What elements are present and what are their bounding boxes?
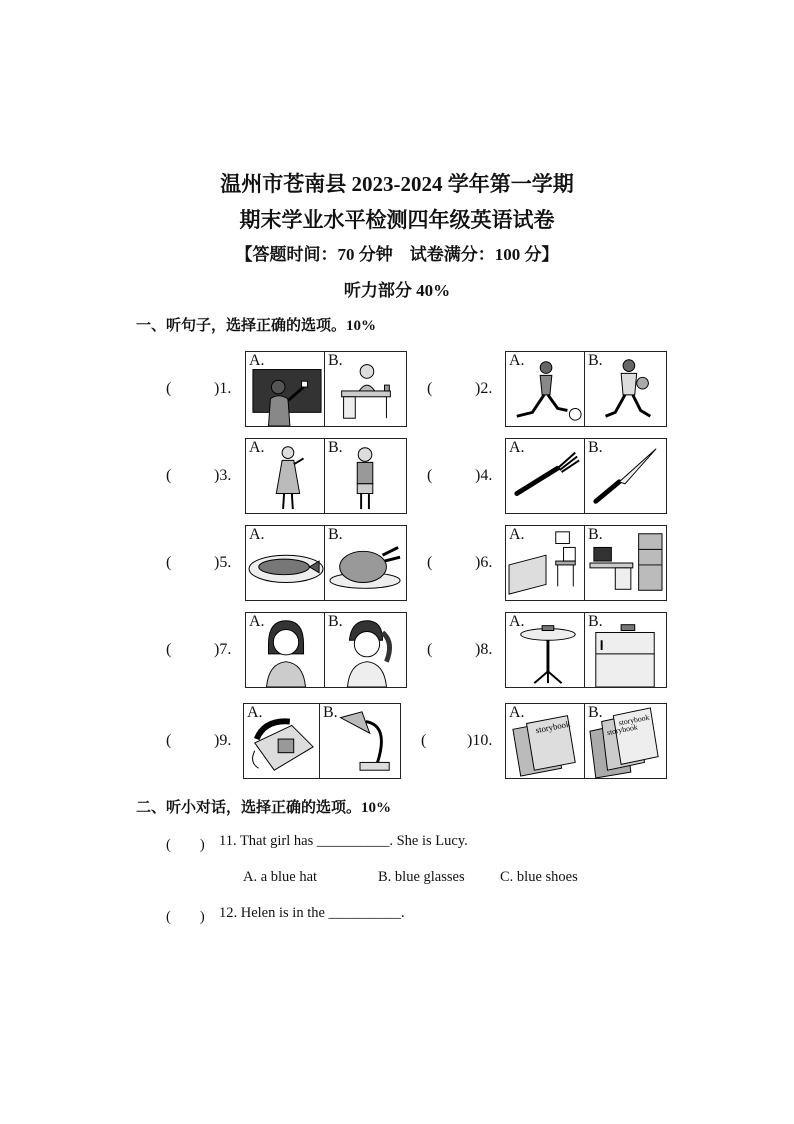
option-label: B. <box>588 439 603 456</box>
boy-playing-basketball-icon <box>585 352 666 426</box>
q12-answer-paren[interactable]: ( ) <box>166 909 205 925</box>
option-label: B. <box>323 704 338 721</box>
answer-paren[interactable]: ( <box>166 380 172 397</box>
option-label: A. <box>247 704 263 721</box>
option-label: A. <box>249 526 265 543</box>
study-room-icon <box>585 526 666 600</box>
option-a-picture[interactable] <box>506 704 587 778</box>
option-label: B. <box>588 613 603 630</box>
girl-in-dress-icon <box>246 439 327 513</box>
storybooks-icon <box>506 704 587 778</box>
answer-paren[interactable]: ( <box>421 732 427 749</box>
telephone-icon <box>244 704 322 778</box>
option-b-picture[interactable] <box>319 704 400 778</box>
option-b-picture[interactable] <box>584 352 666 426</box>
option-label: A. <box>509 704 525 721</box>
option-b-picture[interactable] <box>324 439 406 513</box>
girl-at-desk-icon <box>325 352 406 426</box>
option-label: B. <box>328 613 343 630</box>
option-a-picture[interactable] <box>246 526 327 600</box>
question-number: )8. <box>475 641 493 658</box>
q11-text: 11. That girl has __________. She is Lucy. <box>219 833 468 849</box>
q12-text: 12. Helen is in the __________. <box>219 905 405 921</box>
option-b-picture[interactable] <box>584 613 666 687</box>
option-label: B. <box>328 439 343 456</box>
exam-time-score: 【答题时间：70 分钟 试卷满分：100 分】 <box>235 245 559 264</box>
q11-answer-paren[interactable]: ( ) <box>166 837 205 853</box>
option-b-picture[interactable] <box>584 526 666 600</box>
storybook-label: storybook <box>534 718 572 736</box>
question-number: )6. <box>475 554 493 571</box>
question-number: )2. <box>475 380 493 397</box>
knife-icon <box>585 439 666 513</box>
option-label: B. <box>588 526 603 543</box>
answer-paren[interactable]: ( <box>166 467 172 484</box>
option-a-picture[interactable] <box>244 704 322 778</box>
section1-title: 一、听句子，选择正确的选项。10% <box>136 318 377 334</box>
question-number: )5. <box>214 554 232 571</box>
question-4-pictures <box>505 438 667 514</box>
option-label: A. <box>249 352 265 369</box>
option-label: A. <box>249 439 265 456</box>
question-number: )3. <box>214 467 232 484</box>
q11-option-b[interactable]: B. blue glasses <box>378 869 465 885</box>
option-b-picture[interactable] <box>584 439 666 513</box>
answer-paren[interactable]: ( <box>166 554 172 571</box>
option-b-picture[interactable] <box>324 526 406 600</box>
question-number: )1. <box>214 380 232 397</box>
question-1-pictures <box>245 351 407 427</box>
answer-paren[interactable]: ( <box>427 554 433 571</box>
answer-paren[interactable]: ( <box>166 732 172 749</box>
option-a-picture[interactable] <box>506 439 587 513</box>
answer-paren[interactable]: ( <box>166 641 172 658</box>
question-9-pictures <box>243 703 401 779</box>
roast-chicken-icon <box>325 526 406 600</box>
teacher-at-blackboard-icon <box>246 352 327 426</box>
fridge-icon <box>585 613 666 687</box>
section2-title: 二、听小对话，选择正确的选项。10% <box>136 800 392 816</box>
q11-option-a[interactable]: A. a blue hat <box>243 869 318 885</box>
question-number: )4. <box>475 467 493 484</box>
option-label: B. <box>328 352 343 369</box>
option-label: B. <box>588 704 603 721</box>
option-label: A. <box>509 352 525 369</box>
question-8-pictures <box>505 612 667 688</box>
girl-ponytail-icon <box>325 613 406 687</box>
table-icon <box>506 613 587 687</box>
option-a-picture[interactable] <box>246 613 327 687</box>
question-6-pictures <box>505 525 667 601</box>
answer-paren[interactable]: ( <box>427 641 433 658</box>
option-b-picture[interactable] <box>324 613 406 687</box>
option-label: A. <box>509 526 525 543</box>
storybooks-icon <box>585 704 666 778</box>
option-label: A. <box>509 613 525 630</box>
option-a-picture[interactable] <box>506 526 587 600</box>
question-10-pictures <box>505 703 667 779</box>
option-a-picture[interactable] <box>506 613 587 687</box>
girl-short-hair-icon <box>246 613 327 687</box>
girl-in-shorts-icon <box>325 439 406 513</box>
question-number: )10. <box>467 732 493 749</box>
bedroom-icon <box>506 526 587 600</box>
listening-part-title: 听力部分 40% <box>343 281 451 300</box>
q11-option-c[interactable]: C. blue shoes <box>500 869 578 885</box>
desk-lamp-icon <box>320 704 400 778</box>
answer-paren[interactable]: ( <box>427 467 433 484</box>
option-label: B. <box>588 352 603 369</box>
fish-dish-icon <box>246 526 327 600</box>
option-label: A. <box>509 439 525 456</box>
boy-playing-football-icon <box>506 352 587 426</box>
option-label: A. <box>249 613 265 630</box>
exam-title-line2: 期末学业水平检测四年级英语试卷 <box>239 208 555 232</box>
fork-icon <box>506 439 587 513</box>
option-a-picture[interactable] <box>506 352 587 426</box>
exam-title-line1: 温州市苍南县 2023-2024 学年第一学期 <box>220 172 574 196</box>
question-number: )9. <box>214 732 232 749</box>
question-2-pictures <box>505 351 667 427</box>
storybook-label: storybook <box>606 722 639 738</box>
option-label: B. <box>328 526 343 543</box>
question-5-pictures <box>245 525 407 601</box>
question-7-pictures <box>245 612 407 688</box>
option-a-picture[interactable] <box>246 352 327 426</box>
question-3-pictures <box>245 438 407 514</box>
option-a-picture[interactable] <box>246 439 327 513</box>
option-b-picture[interactable] <box>584 704 666 778</box>
answer-paren[interactable]: ( <box>427 380 433 397</box>
option-b-picture[interactable] <box>324 352 406 426</box>
storybook-label: storybook <box>617 712 651 728</box>
question-number: )7. <box>214 641 232 658</box>
